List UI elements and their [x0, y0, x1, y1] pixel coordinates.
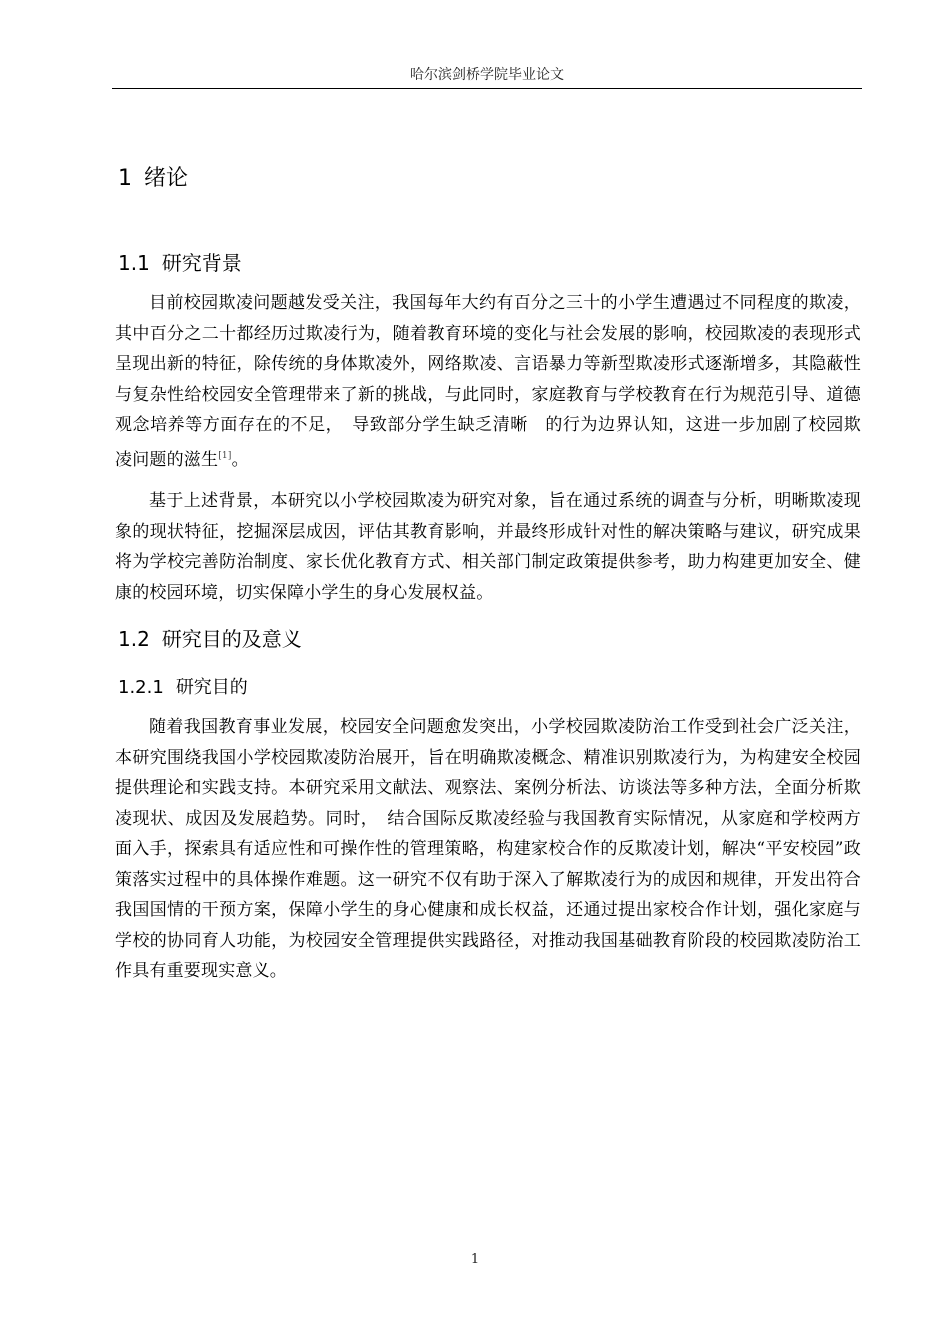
page-number: 1	[470, 1252, 480, 1267]
citation-marker: [1]	[218, 450, 232, 461]
subsection-title: 研究目的	[175, 677, 248, 698]
background-paragraph-1	[115, 288, 861, 475]
section-heading-1-2	[118, 626, 302, 652]
section-number: 1.1	[118, 251, 150, 275]
header-rule	[112, 88, 862, 89]
paragraph-end-punct: 。	[231, 449, 249, 470]
paragraph-text: 目前校园欺凌问题越发受关注，我国每年大约有百分之三十的小学生遭遇过不同程度的欺凌，其中百分之二十都经历过欺凌行为，随着教育环境的变化与社会发展的影响，校园欺凌的表现形式呈现出新的特征，除传统的身体欺凌外，网络欺凌、言语暴力等新型欺凌形式逐渐增多，其隐蔽性与复杂性给校园安全管理带来了新的挑战，与此同时，家庭教育与学校教育在行为规范引导、道德观念培养等方面存在的不足， 导致部分学生缺乏清晰 的行为边界认知，这进一步加剧了校园欺凌问题的滋生	[115, 293, 861, 470]
background-paragraph-2: 基于上述背景，本研究以小学校园欺凌为研究对象，旨在通过系统的调查与分析，明晰欺凌现象的现状特征，挖掘深层成因，评估其教育影响，并最终形成针对性的解决策略与建议，研究成果将为学校完善防治制度、家长优化教育方式、相关部门制定政策提供参考，助力构建更加安全、健康的校园环境，切实保障小学生的身心发展权益。	[115, 491, 861, 603]
running-header: 哈尔滨剑桥学院毕业论文	[410, 67, 564, 83]
chapter-title: 绪论	[144, 166, 189, 191]
section-heading-1-1	[118, 250, 242, 276]
chapter-number: 1	[118, 166, 132, 191]
subsection-number: 1.2.1	[118, 677, 164, 698]
section-title: 研究目的及意义	[161, 627, 302, 651]
section-number: 1.2	[118, 627, 150, 651]
chapter-heading	[118, 165, 188, 193]
subsection-heading-1-2-1	[118, 676, 248, 700]
purpose-paragraph: 随着我国教育事业发展，校园安全问题愈发突出，小学校园欺凌防治工作受到社会广泛关注，本研究围绕我国小学校园欺凌防治展开，旨在明确欺凌概念、精准识别欺凌行为，为构建安全校园提供理论和实践支持。本研究采用文献法、观察法、案例分析法、访谈法等多种方法，全面分析欺凌现状、成因及发展趋势。同时， 结合国际反欺凌经验与我国教育实际情况，从家庭和学校两方面入手，探索具有适应性和可操作性的管理策略，构建家校合作的反欺凌计划，解决“平安校园”政策落实过程中的具体操作难题。这一研究不仅有助于深入了解欺凌行为的成因和规律，开发出符合我国国情的干预方案，保障小学生的身心健康和成长权益，还通过提出家校合作计划，强化家庭与学校的协同育人功能，为校园安全管理提供实践路径，对推动我国基础教育阶段的校园欺凌防治工作具有重要现实意义。	[115, 717, 861, 981]
section-title: 研究背景	[161, 251, 242, 275]
